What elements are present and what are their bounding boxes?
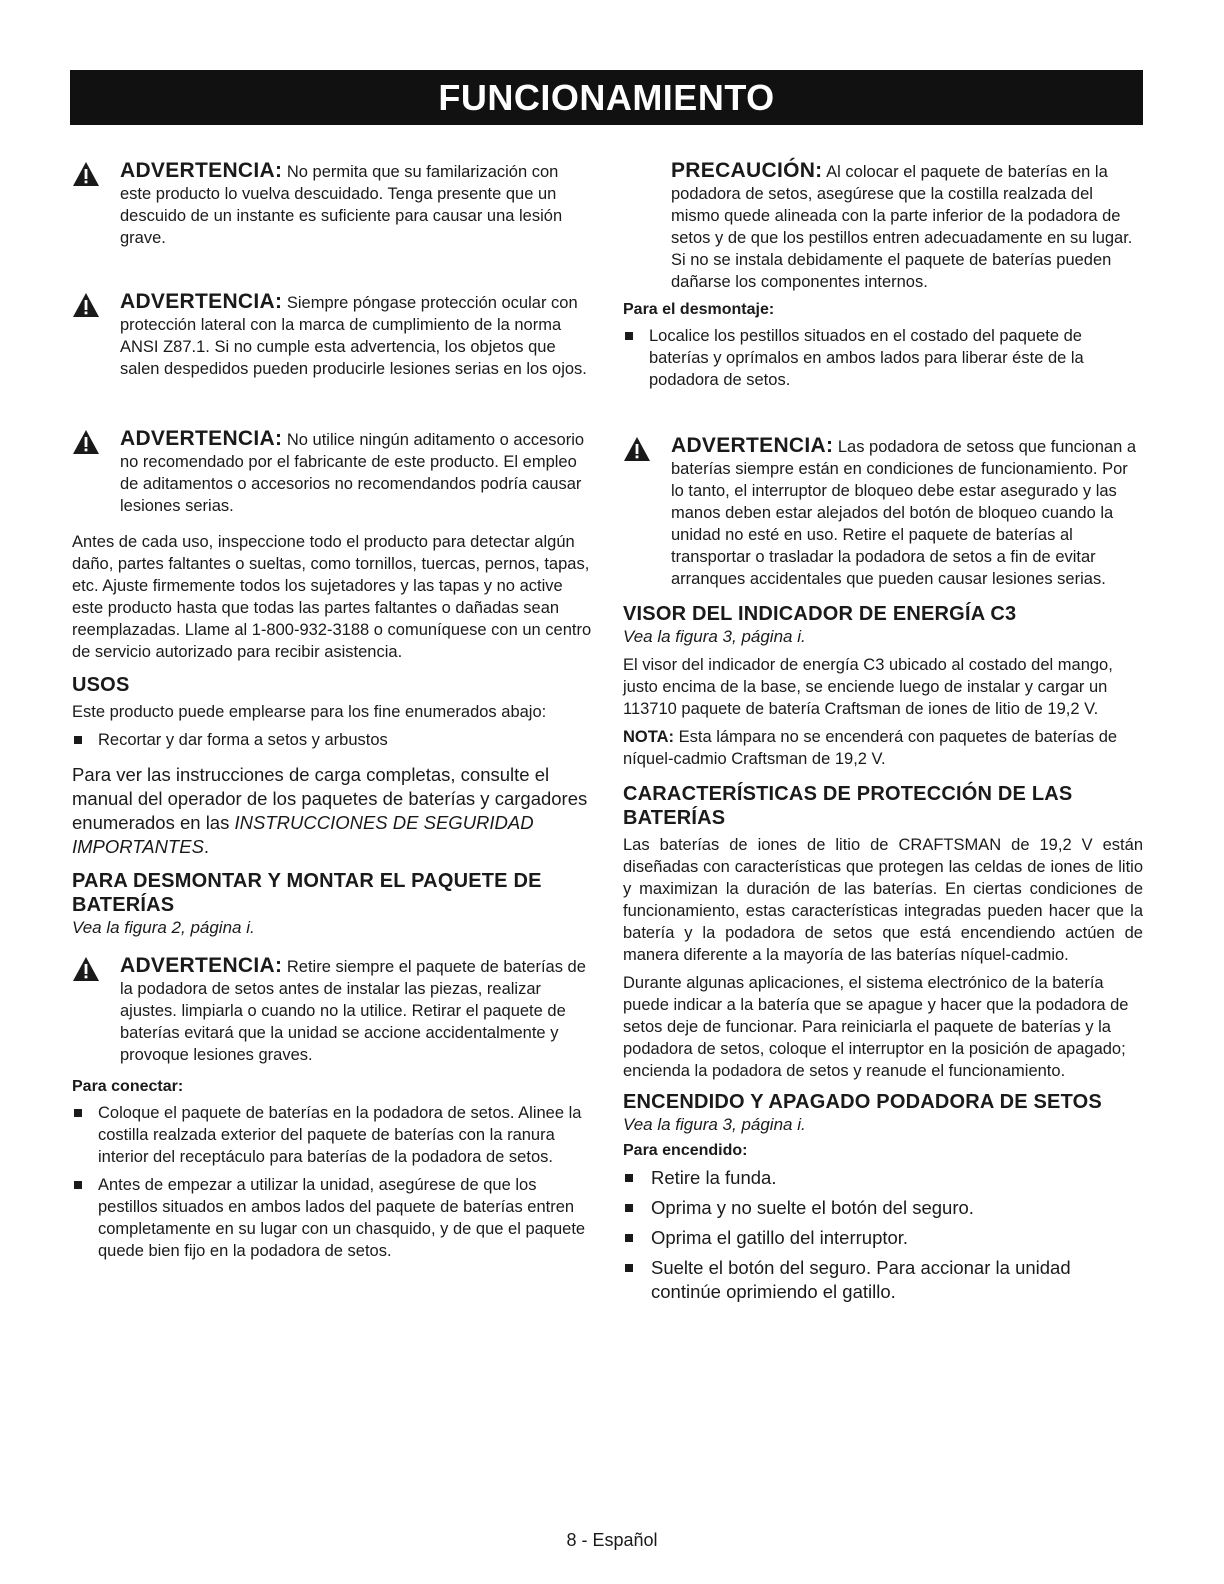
- charge-paragraph: [72, 763, 592, 859]
- visor-heading: VISOR DEL INDICADOR DE ENERGÍA C3: [623, 603, 1017, 625]
- warning-triangle-icon: [72, 429, 100, 455]
- list-item: Antes de empezar a utilizar la unidad, asegúrese de que los pestillos situados en ambos lados del paquete de baterías entren completamente en su lugar con un chasquido, y de que el paquete quede bien fijo en la podadora de setos.: [72, 1174, 592, 1262]
- warning-text: No permita que su familarización con este producto lo vuelva descuidado. Tenga presente que un descuido de un instante es suficiente para causar una lesión grave.: [120, 163, 563, 247]
- mount-figure-ref: Vea la figura 2, página i.: [72, 918, 255, 937]
- nota-label: NOTA:: [623, 728, 675, 746]
- section-banner: FUNCIONAMIENTO: [70, 70, 1143, 125]
- remove-list: [623, 325, 1143, 391]
- warning-text: No utilice ningún aditamento o accesorio no recomendado por el fabricante de este producto. El empleo de aditamentos o accesorios no recomendandos podría causar lesiones serias.: [120, 431, 585, 515]
- on-heading: Para encendido:: [623, 1142, 748, 1159]
- list-item: Oprima y no suelte el botón del seguro.: [623, 1196, 1143, 1220]
- list-item: Suelte el botón del seguro. Para accionar la unidad continúe oprimiendo el gatillo.: [623, 1256, 1143, 1304]
- caution-text: Al colocar el paquete de baterías en la podadora de setos, asegúrese que la costilla realzada del mismo quede alineada con la parte inferior de la podadora de setos y de que los pestillos entren adecuadamente en su lugar. Si no se instala debidamente el paquete de baterías pueden dañarse los componentes internos.: [671, 163, 1133, 291]
- warning-label: ADVERTENCIA:: [120, 954, 283, 977]
- warning-attachments: [72, 428, 592, 517]
- list-item: Oprima el gatillo del interruptor.: [623, 1226, 1143, 1250]
- list-item: Retire la funda.: [623, 1166, 1143, 1190]
- list-item: Recortar y dar forma a setos y arbustos: [72, 729, 592, 751]
- warning-label: ADVERTENCIA:: [120, 427, 283, 450]
- charge-end: .: [203, 836, 210, 857]
- warning-triangle-icon: [72, 161, 100, 187]
- inspection-paragraph: Antes de cada uso, inspeccione todo el producto para detectar algún daño, partes faltantes o sueltas, como tornillos, tuercas, pernos, tapas, etc. Ajuste firmemente todos los sujetadores y las tapas y no active este producto hasta que todas las partes faltantes o dañadas sean reemplazadas. Llame al 1-800-932-3188 o comuníquese con un centro de servicio autorizado para recibir asistencia.: [72, 533, 592, 661]
- warning-text: Retire siempre el paquete de baterías de la podadora de setos antes de instalar las piezas, realizar ajustes. limpiarla o cuando no la utilice. Retirar el paquete de baterías evitará que la unidad se accione accidentalmente y provoque lesiones graves.: [120, 958, 586, 1064]
- connect-list: [72, 1102, 592, 1262]
- mount-heading: PARA DESMONTAR Y MONTAR EL PAQUETE DE BATERÍAS: [72, 870, 542, 916]
- warning-remove-battery: [72, 955, 592, 1066]
- protect-heading: CARACTERÍSTICAS DE PROTECCIÓN DE LAS BATERÍAS: [623, 783, 1073, 829]
- onoff-heading: ENCENDIDO Y APAGADO PODADORA DE SETOS: [623, 1091, 1102, 1113]
- usos-heading: USOS: [72, 674, 130, 696]
- remove-heading: Para el desmontaje:: [623, 301, 775, 318]
- visor-figure-ref: Vea la figura 3, página i.: [623, 627, 806, 646]
- nota-text: Esta lámpara no se encenderá con paquetes de baterías de níquel-cadmio Craftsman de 19,2 V.: [623, 728, 1118, 768]
- caution-block: [623, 160, 1143, 293]
- list-item: Coloque el paquete de baterías en la podadora de setos. Alinee la costilla realzada exterior del paquete de baterías con la ranura interior del receptáculo para baterías de la podadora de setos.: [72, 1102, 592, 1168]
- warning-text: Las podadora de setoss que funcionan a baterías siempre están en condiciones de funcionamiento. Por lo tanto, el interruptor de bloqueo debe estar asegurado y las manos deben estar alejados del botón de bloqueo cuando la unidad no esté en uso. Retire el paquete de baterías al transportar o trasladar la podadora de setos a fin de evitar arranques accidentales que pueden causar lesiones serias.: [671, 438, 1137, 588]
- charge-italic-ref: INSTRUCCIONES DE SEGURIDAD IMPORTANTES: [72, 812, 534, 857]
- protect-text-1: Las baterías de iones de litio de CRAFTSMAN de 19,2 V están diseñadas con características que protegen las celdas de iones de litio y maximizan la duración de las baterías. En ciertas condiciones de funcionamiento, estas características integradas pueden hacer que la batería y la podadora de setos que está encendiendo actúen de manera diferente a la mayoría de las baterías níquel-cadmio.: [623, 836, 1143, 964]
- charge-text: Para ver las instrucciones de carga completas, consulte el manual del operador de los paquetes de baterías y cargadores enumerados en las: [72, 764, 588, 833]
- list-item: Localice los pestillos situados en el costado del paquete de baterías y oprímalos en ambos lados para liberar éste de la podadora de setos.: [623, 325, 1143, 391]
- warning-eye-protection: [72, 291, 592, 380]
- protect-text-2: Durante algunas aplicaciones, el sistema electrónico de la batería puede indicar a la batería que se apague y hacer que la podadora de setos deje de funcionar. Para reiniciarla el paquete de baterías y la podadora de setos, coloque el interruptor en la posición de apagado; encienda la podadora de setos y reanude el funcionamiento.: [623, 974, 1129, 1080]
- warning-label: ADVERTENCIA:: [671, 434, 834, 457]
- usos-text: Este producto puede emplearse para los fine enumerados abajo:: [72, 703, 547, 721]
- warning-battery-operated: [623, 435, 1143, 590]
- warning-familiarization: [72, 160, 592, 249]
- nota-paragraph: [623, 726, 1143, 770]
- usos-list: [72, 729, 592, 751]
- warning-text: Siempre póngase protección ocular con protección lateral con la marca de cumplimiento de la norma ANSI Z87.1. Si no cumple esta advertencia, los objetos que salen despedidos pueden producirle lesiones serias en los ojos.: [120, 294, 587, 378]
- warning-label: ADVERTENCIA:: [120, 290, 283, 313]
- warning-triangle-icon: [72, 956, 100, 982]
- right-column: [623, 160, 1143, 1304]
- visor-text: El visor del indicador de energía C3 ubicado al costado del mango, justo encima de la base, se enciende luego de instalar y cargar un 113710 paquete de batería Craftsman de iones de litio de 19,2 V.: [623, 656, 1113, 718]
- onoff-figure-ref: Vea la figura 3, página i.: [623, 1115, 806, 1134]
- warning-triangle-icon: [623, 436, 651, 462]
- on-list: [623, 1166, 1143, 1304]
- warning-triangle-icon: [72, 292, 100, 318]
- connect-heading: Para conectar:: [72, 1078, 184, 1095]
- left-column: [72, 160, 592, 1262]
- caution-label: PRECAUCIÓN:: [671, 159, 823, 182]
- page-footer: 8 - Español: [566, 1530, 658, 1550]
- warning-label: ADVERTENCIA:: [120, 159, 283, 182]
